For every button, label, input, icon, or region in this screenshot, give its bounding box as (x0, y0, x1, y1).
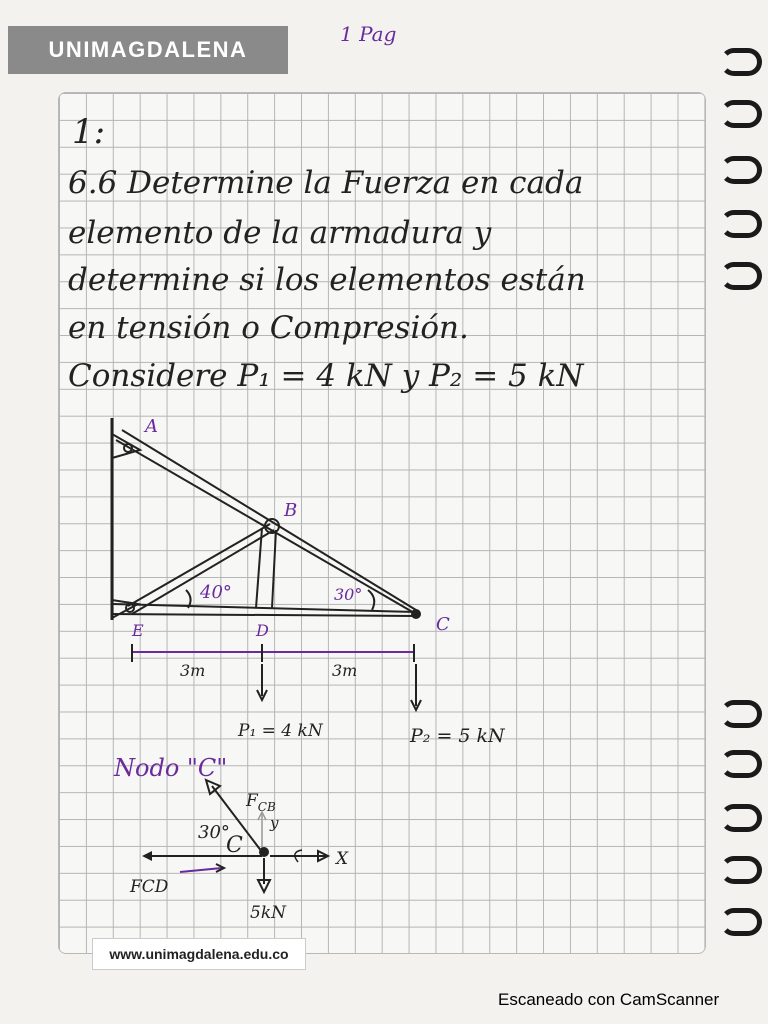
fbd-force-cb-main: F (246, 791, 258, 811)
spiral-ring (720, 156, 762, 184)
angle-label-e: 40° (200, 582, 232, 603)
dimension-label-ed: 3m (180, 661, 206, 680)
spiral-ring (720, 100, 762, 128)
fbd-force-cd-direction (180, 868, 222, 872)
fbd-force-cb-sub: CB (257, 800, 276, 814)
problem-line-4: en tensión o Compresión. (68, 310, 469, 346)
node-label-a: A (145, 416, 158, 437)
page-label: 1 Pag (340, 22, 397, 46)
footer-url: www.unimagdalena.edu.co (92, 938, 306, 970)
node-label-d: D (256, 621, 269, 640)
fbd-node-label: C (226, 833, 243, 858)
fbd-angle-label: 30° (198, 822, 230, 843)
fbd-x-label: X (336, 849, 349, 869)
load-label-p2: P₂ = 5 kN (410, 725, 505, 747)
problem-line-1: 6.6 Determine la Fuerza en cada (68, 165, 584, 201)
joint-c (411, 609, 421, 619)
angle-arc-c (368, 590, 374, 610)
fbd-force-cd-arrowhead (142, 851, 152, 861)
spiral-ring (720, 750, 762, 778)
spiral-ring (720, 48, 762, 76)
spiral-ring (720, 804, 762, 832)
problem-line-3: determine si los elementos están (68, 262, 586, 298)
fbd-force-cd-label: FCD (130, 877, 169, 897)
fbd-force-cb-label (245, 791, 276, 814)
fbd-title: Nodo "C" (114, 754, 228, 782)
member-ec-2 (112, 614, 416, 616)
spiral-ring (720, 908, 762, 936)
fbd-load-label: 5kN (250, 903, 286, 923)
problem-line-2: elemento de la armadura y (68, 215, 492, 251)
spiral-ring (720, 210, 762, 238)
scanner-watermark: Escaneado con CamScanner (498, 990, 720, 1009)
node-label-c: C (436, 614, 450, 635)
node-label-b: B (284, 500, 298, 521)
spiral-ring (720, 856, 762, 884)
spiral-ring (720, 700, 762, 728)
spiral-ring (720, 262, 762, 290)
load-label-p1: P₁ = 4 kN (238, 721, 323, 741)
angle-label-c: 30° (334, 585, 363, 604)
problem-number: 1: (72, 112, 106, 152)
node-label-e: E (132, 621, 144, 640)
fbd-y-label: y (270, 814, 279, 832)
member-eb (128, 524, 270, 606)
member-bd-2 (272, 530, 276, 608)
problem-line-5: Considere P₁ = 4 kN y P₂ = 5 kN (68, 358, 584, 394)
member-ec (112, 604, 416, 612)
dimension-label-dc: 3m (332, 661, 358, 680)
university-logo: UNIMAGDALENA (8, 26, 288, 74)
